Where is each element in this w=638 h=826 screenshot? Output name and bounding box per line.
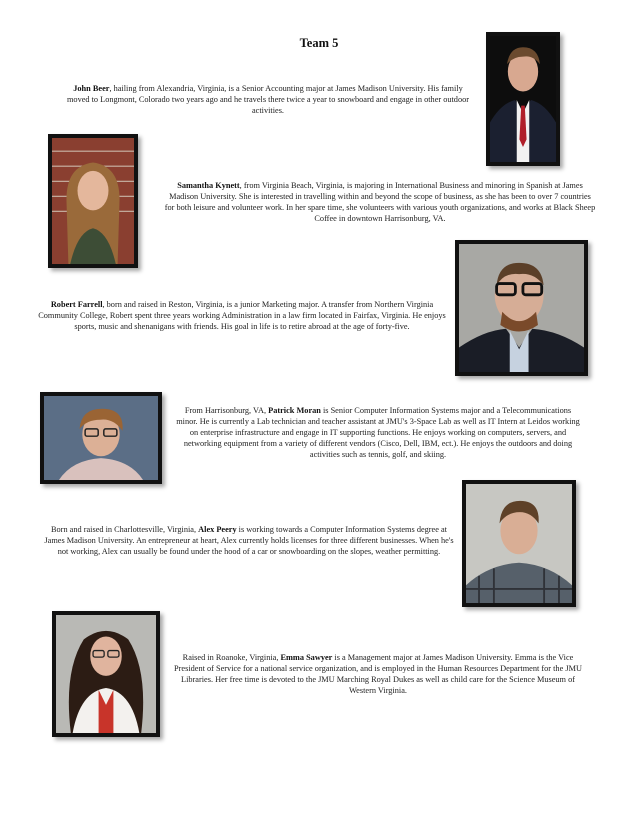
member-name: John Beer xyxy=(73,84,110,93)
photo-alex-peery xyxy=(462,480,576,607)
bio-text: is Senior Computer Information Systems major and a Telecommunications minor. He is currently a Lab technician and teacher assistant at JMU's 3-Space Lab as well as IT Intern at Leidos working on enterprise infrastructure and engage in IT supporting functions. He enjoys working on computers, servers, and networking equipment from a variety of different vendors (Cisco, Dell, IBM, ect.). He enjoys the outdoors and doing activities such as tennis, golf, and skiing. xyxy=(176,406,580,459)
member-name: Robert Farrell xyxy=(50,300,103,309)
bio-john-beer xyxy=(62,83,474,116)
bio-pre: From Harrisonburg, VA, xyxy=(184,406,269,415)
bio-text: , from Virginia Beach, Virginia, is majoring in International Business and minoring in Spanish at James Madison University. She is interested in travelling within and beyond the scope of business, as she has been to over 7 countries for both leisure and volunteer work. In her spare time, she volunteers with various youth organizations, and works at Black Sheep Coffee in downtown Harrisonburg, VA. xyxy=(164,181,596,223)
photo-samantha-kynett xyxy=(48,134,138,268)
bio-text: is a Management major at James Madison University. Emma is the Vice President of Service for a national service organization, and is employed in the Human Resources Department for the JMU Libraries. Her free time is devoted to the JMU Marching Royal Dukes as well as child care for the Science Museum of Western Virginia. xyxy=(174,653,582,695)
member-name: Patrick Moran xyxy=(268,406,321,415)
member-name: Samantha Kynett xyxy=(177,181,240,190)
photo-robert-farrell xyxy=(455,240,588,376)
bio-robert-farrell xyxy=(36,299,448,332)
bio-text: is working towards a Computer Information Systems degree at James Madison University. An entrepreneur at heart, Alex currently holds licenses for three different businesses. When he's not working, Alex can usually be found under the hood of a car or snowboarding on the slopes, weather permitting. xyxy=(44,525,454,556)
bio-text: , born and raised in Reston, Virginia, is a junior Marketing major. A transfer from Northern Virginia Community College, Robert spent three years working Administration in a law firm located in Fairfax, Virginia. He enjoys sports, music and shenanigans with friends. His goal in life is to retire abroad at the age of forty-five. xyxy=(38,300,446,331)
page-title: Team 5 xyxy=(299,36,339,50)
bio-emma-sawyer xyxy=(170,652,586,696)
bio-samantha-kynett xyxy=(164,180,596,224)
photo-john-beer xyxy=(486,32,560,166)
photo-emma-sawyer xyxy=(52,611,160,737)
bio-pre: Born and raised in Charlottesville, Virginia, xyxy=(51,525,199,534)
bio-alex-peery xyxy=(44,524,454,557)
member-name: Alex Peery xyxy=(198,525,237,534)
bio-text: , hailing from Alexandria, Virginia, is a Senior Accounting major at James Madison University. His family moved to Longmont, Colorado two years ago and he travels there twice a year to snowboard and engage in other outdoor activities. xyxy=(66,84,470,115)
photo-patrick-moran xyxy=(40,392,162,484)
member-name: Emma Sawyer xyxy=(280,653,333,662)
bio-pre: Raised in Roanoke, Virginia, xyxy=(182,653,281,662)
bio-patrick-moran xyxy=(176,405,580,460)
